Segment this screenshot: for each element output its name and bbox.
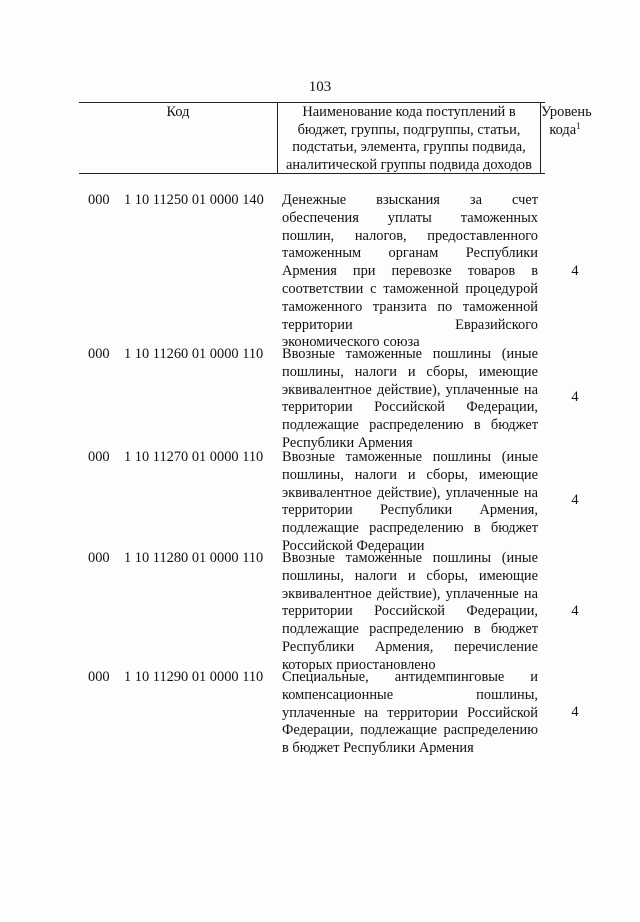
- row-name-line: пошлины, налоги и сборы, имеющие: [282, 466, 538, 483]
- row-name-line: Российской Федерации: [282, 537, 425, 554]
- row-name-line: Ввозные таможенные пошлины (иные: [282, 550, 538, 566]
- row-level: 4: [571, 603, 579, 619]
- row-name-line: территории Российской Федерации,: [282, 399, 538, 416]
- row-code-prefix: 000: [88, 192, 110, 208]
- row-name-line: Ввозные таможенные пошлины (иные: [282, 346, 538, 362]
- row-name-line: соответствии с таможенной процедурой: [282, 280, 538, 297]
- row-name-line: компенсационные пошлины,: [282, 686, 538, 703]
- row-code-prefix: 000: [88, 669, 110, 685]
- row-name-line: которых приостановлено: [282, 656, 436, 673]
- header-name-line: аналитической группы подвида доходов: [286, 156, 532, 173]
- row-name-line: Ввозные таможенные пошлины (иные: [282, 449, 538, 465]
- header-name-line: подстатьи, элемента, группы подвида,: [292, 139, 526, 155]
- row-name-line: подлежащие распределению в бюджет: [282, 621, 538, 638]
- footnote-marker: 1: [576, 120, 581, 131]
- page-number: 103: [308, 79, 332, 95]
- row-name-line: уплаченные на территории Российской: [282, 704, 538, 721]
- row-code: 1 10 11280 01 0000 110: [124, 550, 264, 566]
- row-name-line: обеспечения уплаты таможенных: [282, 209, 538, 226]
- row-name-line: территории Республики Армения,: [282, 502, 538, 519]
- header-name-line: бюджет, группы, подгруппы, статьи,: [297, 121, 521, 138]
- row-level: 4: [571, 492, 579, 508]
- row-name-line: пошлин, налогов, предоставленного: [282, 227, 538, 244]
- row-level: 4: [571, 263, 579, 279]
- header-level: [541, 103, 592, 173]
- header-name-line: Наименование кода поступлений в: [302, 104, 516, 120]
- row-name: [282, 346, 538, 453]
- header-code-label: Код: [166, 104, 190, 120]
- row-code: 1 10 11250 01 0000 140: [124, 192, 264, 208]
- row-name-line: пошлины, налоги и сборы, имеющие: [282, 567, 538, 584]
- row-code-prefix: 000: [88, 449, 110, 465]
- row-level: 4: [571, 704, 579, 720]
- row-code-prefix: 000: [88, 346, 110, 362]
- row-name-line: подлежащие распределению в бюджет: [282, 417, 538, 434]
- row-name-line: Республики Армения, перечисление: [282, 638, 538, 655]
- row-name-line: таможенного транзита по таможенной: [282, 298, 538, 315]
- row-name-line: в бюджет Республики Армения: [282, 740, 474, 757]
- row-name-line: таможенным органам Республики: [282, 245, 538, 262]
- row-name-line: Армения при перевозке товаров в: [282, 263, 538, 280]
- row-name: [282, 192, 538, 352]
- header-code: [79, 103, 278, 173]
- row-name-line: эквивалентное действие), уплаченные на: [282, 484, 538, 501]
- row-name-line: Специальные, антидемпинговые и: [282, 669, 538, 685]
- header-level-line: Уровень: [541, 104, 592, 120]
- header-level-line: [541, 122, 589, 140]
- row-name-line: Денежные взыскания за счет: [282, 192, 538, 208]
- table-header: [79, 102, 592, 174]
- header-name: [278, 103, 541, 173]
- row-code: 1 10 11260 01 0000 110: [124, 346, 264, 362]
- row-name-line: пошлины, налоги и сборы, имеющие: [282, 363, 538, 380]
- row-name-line: Федерации, подлежащие распределению: [282, 722, 538, 739]
- row-name: [282, 449, 538, 556]
- row-name-line: эквивалентное действие), уплаченные на: [282, 585, 538, 602]
- row-level: 4: [571, 389, 579, 405]
- row-name-line: территории Евразийского: [282, 316, 538, 333]
- row-name-line: подлежащие распределению в бюджет: [282, 520, 538, 537]
- header-level-line-text: кода: [549, 121, 577, 138]
- row-code-prefix: 000: [88, 550, 110, 566]
- row-code: 1 10 11290 01 0000 110: [124, 669, 264, 685]
- row-name-line: эквивалентное действие), уплаченные на: [282, 381, 538, 398]
- row-name-line: экономического союза: [282, 334, 420, 351]
- row-name-line: территории Российской Федерации,: [282, 603, 538, 620]
- row-code: 1 10 11270 01 0000 110: [124, 449, 264, 465]
- row-name: [282, 550, 538, 675]
- row-name: [282, 669, 538, 758]
- row-name-line: Республики Армения: [282, 434, 413, 451]
